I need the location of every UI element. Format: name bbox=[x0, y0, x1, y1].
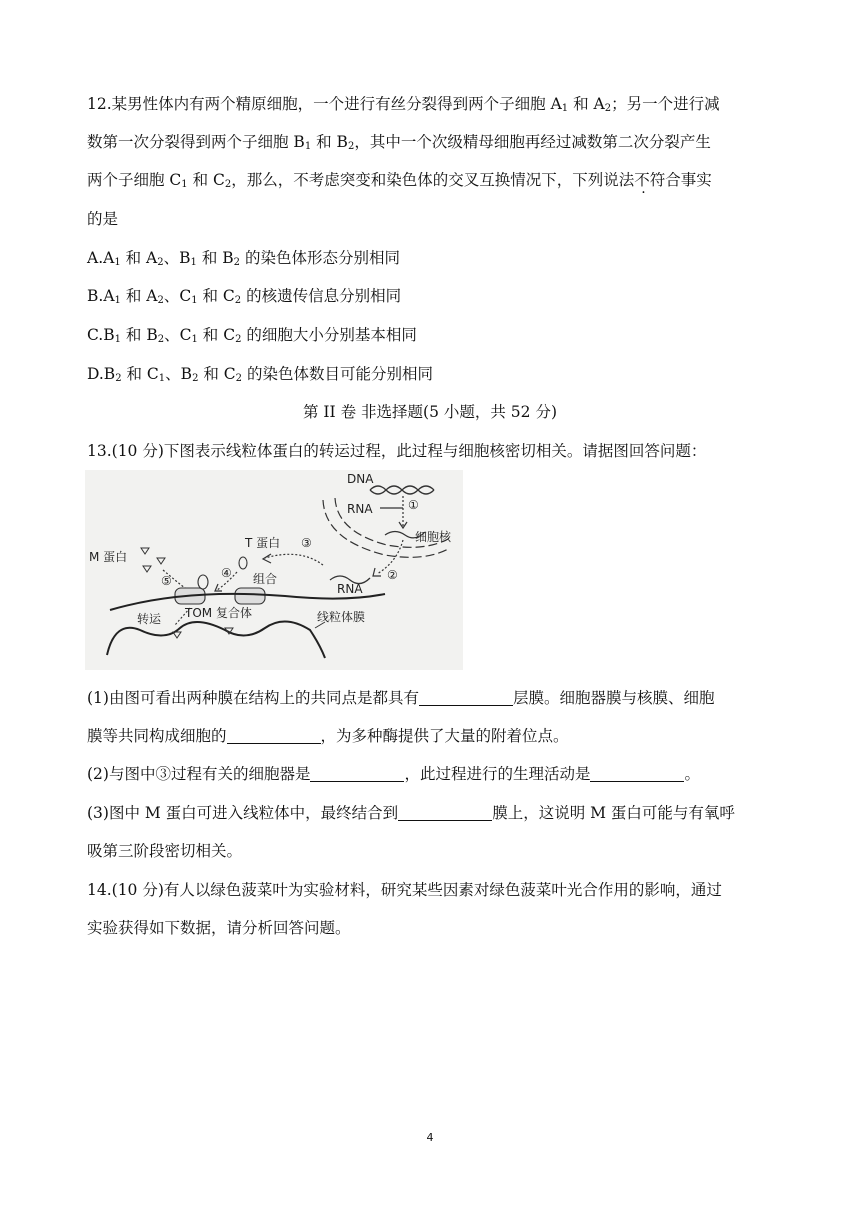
q13-sub2: (2)与图中③过程有关的细胞器是 ，此过程进行的生理活动是 。 bbox=[87, 765, 700, 783]
q12-option-a: $A.A_1$ 和 $A_2$、$B_1$ 和 $B_2$ 的染色体形态分别相同 bbox=[87, 249, 400, 268]
step-3-label: ③ bbox=[301, 536, 312, 550]
step-1-label: ① bbox=[408, 498, 419, 512]
arrow-3 bbox=[265, 554, 323, 565]
answer-blank-3[interactable] bbox=[310, 767, 404, 782]
q12-line-1: 12.某男性体内有两个精原细胞，一个进行有丝分裂得到两个子细胞 $A_1$ 和 $A_2$；另一个进行减 bbox=[87, 95, 720, 114]
nucleus-label: 细胞核 bbox=[415, 530, 452, 544]
q13-sub3-line1: (3)图中 M 蛋白可进入线粒体中，最终结合到 膜上，这说明 M 蛋白可能与有氧呼 bbox=[87, 804, 735, 822]
step-5-label: ⑤ bbox=[161, 574, 172, 588]
t-protein-label: T 蛋白 bbox=[245, 536, 281, 550]
q12-option-b: $B.A_1$ 和 $A_2$、$C_1$ 和 $C_2$ 的核遗传信息分别相同 bbox=[87, 287, 402, 306]
combine-label: 组合 bbox=[253, 572, 278, 586]
page-number: 4 bbox=[426, 1131, 434, 1144]
q12-option-d: $D.B_2$ 和 $C_1$、$B_2$ 和 $C_2$ 的染色体数目可能分别相同 bbox=[87, 365, 433, 384]
tom-complex-label: TOM 复合体 bbox=[185, 606, 252, 620]
rna-bottom-label: RNA bbox=[337, 582, 363, 596]
emphasis-mark: 不 bbox=[634, 171, 650, 189]
section-title: 第 II 卷 非选择题(5 小题，共 52 分) bbox=[303, 403, 557, 421]
q13-stem: 13.(10 分)下图表示线粒体蛋白的转运过程，此过程与细胞核密切相关。请据图回答问题： bbox=[87, 442, 707, 460]
transport-label: 转运 bbox=[137, 612, 162, 626]
answer-blank-1[interactable] bbox=[419, 691, 513, 706]
q13-sub1-line2: 膜等共同构成细胞的 ，为多种酶提供了大量的附着位点。 bbox=[87, 727, 569, 745]
rna-top-label: RNA bbox=[347, 502, 373, 516]
q13-sub1-line1: (1)由图可看出两种膜在结构上的共同点是都具有 层膜。细胞器膜与核膜、细胞 bbox=[87, 689, 715, 707]
q12-line-4: 的是 bbox=[87, 210, 119, 228]
m-protein-triangle-1 bbox=[141, 548, 149, 554]
q14-line-2: 实验获得如下数据，请分析回答问题。 bbox=[87, 919, 351, 937]
tom-complex-right bbox=[235, 588, 265, 604]
answer-blank-4[interactable] bbox=[590, 767, 684, 782]
dna-label: DNA bbox=[347, 472, 374, 486]
dna-strand-2 bbox=[370, 486, 434, 494]
q12-option-c: $C.B_1$ 和 $B_2$、$C_1$ 和 $C_2$ 的细胞大小分别基本相同 bbox=[87, 326, 417, 345]
q14-line-1: 14.(10 分)有人以绿色菠菜叶为实验材料，研究某些因素对绿色菠菜叶光合作用的影响，通过 bbox=[87, 881, 722, 899]
t-protein-oval bbox=[239, 557, 247, 569]
step-4-label: ④ bbox=[221, 566, 232, 580]
m-protein-triangle-2 bbox=[157, 558, 165, 564]
m-protein-triangle-3 bbox=[143, 566, 151, 572]
step-2-label: ② bbox=[387, 568, 398, 582]
q12-line-2: 数第一次分裂得到两个子细胞 $B_1$ 和 $B_2$，其中一个次级精母细胞再经过减数第二次分裂产生 bbox=[87, 133, 711, 152]
answer-blank-5[interactable] bbox=[398, 806, 492, 821]
q12-line-3: 两个子细胞 $C_1$ 和 $C_2$，那么，不考虑突变和染色体的交叉互换情况下，下列说法不符合事实 bbox=[87, 171, 712, 190]
q13-sub3-line2: 吸第三阶段密切相关。 bbox=[87, 842, 243, 860]
answer-blank-2[interactable] bbox=[227, 729, 321, 744]
protein-in-pore bbox=[198, 575, 208, 589]
arrow-3-head bbox=[263, 554, 271, 563]
inner-triangle-1 bbox=[173, 632, 181, 638]
mitochondrial-protein-transport-figure bbox=[85, 470, 463, 670]
mito-membrane-label: 线粒体膜 bbox=[317, 610, 366, 624]
m-protein-label: M 蛋白 bbox=[89, 550, 128, 564]
